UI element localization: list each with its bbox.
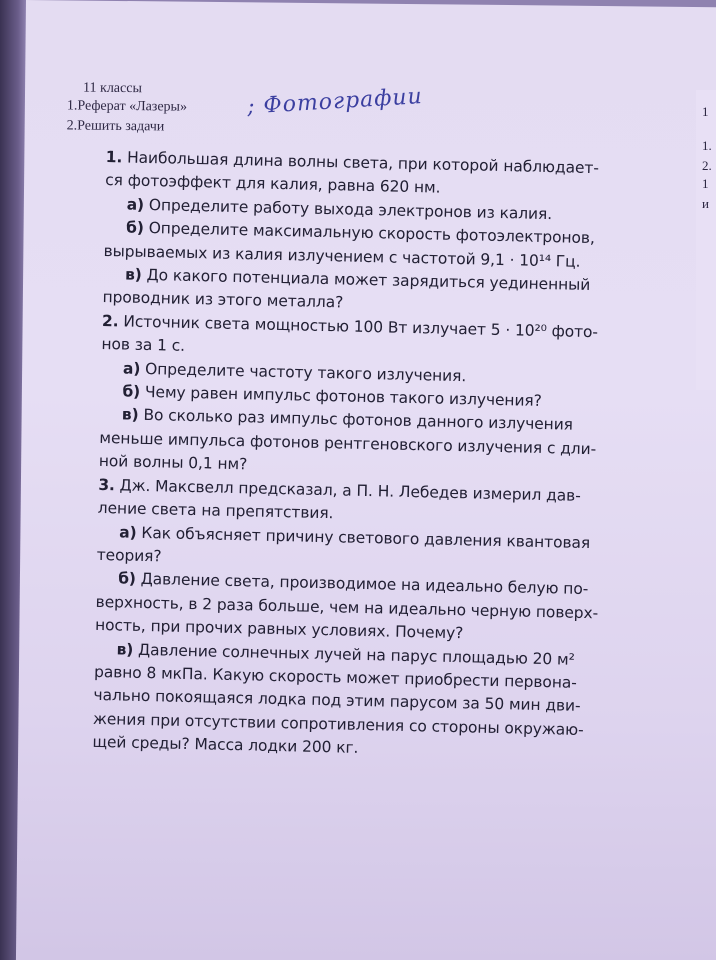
subitem-label: в) [116, 639, 134, 659]
task-problems: 2.Решить задачи [66, 118, 165, 135]
subitem-label: в) [124, 265, 142, 284]
problem-number: 1. [105, 147, 123, 167]
subitem-label: а) [119, 522, 137, 542]
text-line: нов за 1 с. [101, 335, 186, 356]
grade-label: 11 классы [83, 80, 142, 97]
text-line: 1. Наибольшая длина волны света, при которой наблюдает- [105, 147, 600, 178]
text-line: теория? [96, 545, 162, 566]
edge-text-3: 2. [702, 158, 712, 173]
text-line: в) До какого потенциала может зарядиться уединенный [124, 265, 591, 295]
text-line: ление света на препятствия. [97, 499, 334, 523]
text-line: чально покоящаяся лодка под этим парусом за 50 мин дви- [93, 686, 581, 716]
text-line: меньше импульса фотонов рентгеновского излучения с дли- [99, 428, 597, 459]
text-line: 3. Дж. Максвелл предсказал, а П. Н. Лебедев измерил дав- [98, 475, 581, 505]
next-page-edge [696, 90, 716, 390]
text-line: щей среды? Масса лодки 200 кг. [92, 733, 359, 758]
text-line: б) Чему равен импульс фотонов такого излучения? [122, 382, 542, 411]
text-line: ной волны 0,1 нм? [98, 452, 248, 474]
edge-text-2: 1. [702, 138, 712, 153]
text-line: в) Во сколько раз импульс фотонов данного излучения [121, 405, 574, 435]
text-line: а) Определите работу выхода электронов из калия. [126, 195, 553, 223]
edge-text-1: 1 [702, 104, 709, 119]
text-line: а) Определите частоту такого излучения. [122, 359, 467, 385]
edge-text-4: 1 [702, 176, 709, 191]
text-line: жения при отсутствии сопротивления со стороны окружаю- [92, 709, 584, 739]
text-line: равно 8 мкПа. Какую скорость может приобрести первона- [93, 662, 577, 692]
text-line: ся фотоэффект для калия, равна 620 нм. [105, 171, 441, 198]
text-line: а) Как объясняет причину светового давления квантовая [119, 522, 591, 552]
text-line: б) Давление света, производимое на идеально белую по- [117, 569, 589, 599]
problem-text [92, 146, 646, 767]
problem-number: 3. [98, 475, 116, 494]
task-essay: 1.Реферат «Лазеры» [66, 98, 188, 115]
text-line: 2. Источник света мощностью 100 Вт излучает 5 · 10²⁰ фото- [101, 311, 599, 342]
subitem-label: а) [126, 195, 145, 214]
text-line: верхность, в 2 раза больше, чем на идеально черную поверх- [95, 592, 599, 623]
edge-text-5: и [702, 196, 709, 211]
problem-number: 2. [101, 311, 119, 331]
text-line: вырываемых из калия излучением с частотой 9,1 · 10¹⁴ Гц. [103, 241, 581, 271]
subitem-label: б) [125, 218, 145, 238]
text-line: в) Давление солнечных лучей на парус площадью 20 м² [116, 639, 575, 669]
subitem-label: в) [121, 405, 139, 425]
subitem-label: а) [122, 359, 141, 378]
subitem-label: б) [122, 382, 141, 401]
subitem-label: б) [117, 569, 137, 589]
text-line: ность, при прочих равных условиях. Почему? [94, 616, 464, 643]
text-line: б) Определите максимальную скорость фотоэлектронов, [125, 218, 595, 248]
text-line: проводник из этого металла? [102, 288, 344, 312]
handwritten-note: ; Фотографии [246, 84, 424, 120]
